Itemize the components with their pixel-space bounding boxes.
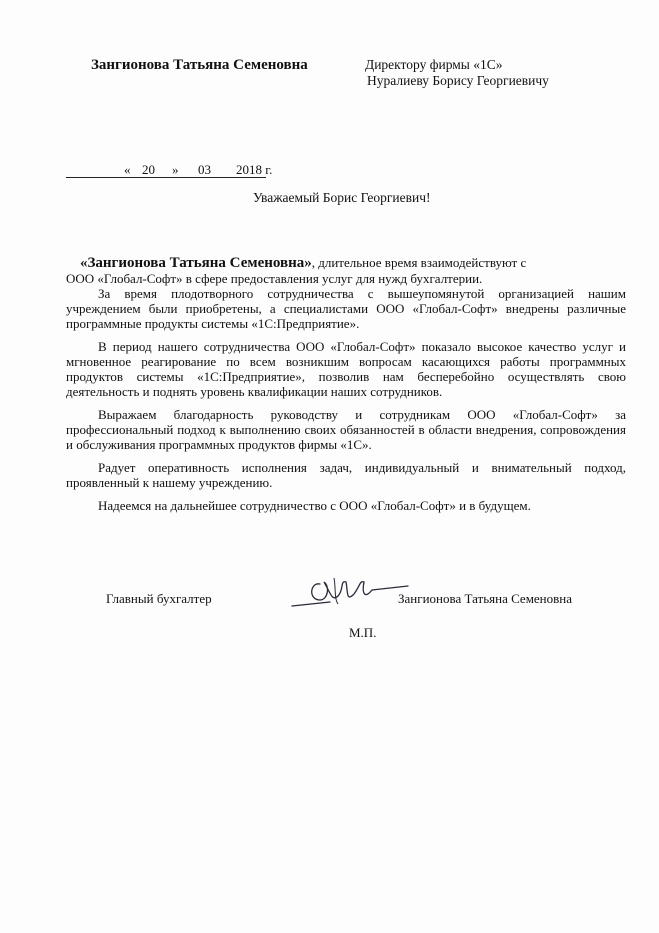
paragraph-1-line2: ООО «Глобал-Софт» в сфере предоставления услуг для нужд бухгалтерии. — [66, 271, 483, 286]
paragraph-5: Радует оперативность исполнения задач, индивидуальный и внимательный подход, проявленный к нашему учреждению. — [66, 460, 626, 490]
date-month: 03 — [198, 162, 211, 177]
paragraph-1-rest: , длительное время взаимодействуют с — [311, 255, 527, 270]
paragraph-2: За время плодотворного сотрудничества с вышеупомянутой организацией нашим учреждением были приобретены, а специалистами ООО «Глобал-Софт» внедрены различные программные продукты системы «1С:Предприятие». — [66, 286, 626, 331]
sender-name: Зангионова Татьяна Семеновна — [91, 57, 308, 73]
letter-body — [66, 255, 626, 521]
salutation: Уважаемый Борис Георгиевич! — [253, 190, 431, 205]
paragraph-1 — [66, 255, 626, 271]
recipient-title: Директору фирмы «1С» — [365, 57, 503, 72]
signer-role: Главный бухгалтер — [106, 591, 212, 606]
date-year: 2018 г. — [236, 162, 273, 177]
seal-mark: М.П. — [349, 625, 377, 640]
date-close-quote: » — [172, 162, 179, 177]
org-name-bold: «Зангионова Татьяна Семеновна» — [80, 255, 312, 271]
signer-name: Зангионова Татьяна Семеновна — [398, 591, 573, 606]
date-underline — [66, 177, 266, 178]
recipient-block — [365, 57, 549, 89]
paragraph-3: В период нашего сотрудничества ООО «Глобал-Софт» показало высокое качество услуг и мгновенное реагирование по всем возникшим вопросам касающихся работы программных продуктов системы «1С:Предприятие», позволив нам бесперебойно осуществлять свою деятельность и поднять уровень квалификации наших сотрудников. — [66, 339, 626, 399]
paragraph-6: Надеемся на дальнейшее сотрудничество с ООО «Глобал-Софт» и в будущем. — [98, 498, 531, 513]
recipient-name: Нуралиеву Борису Георгиевичу — [367, 73, 549, 88]
date-day: 20 — [142, 162, 155, 177]
paragraph-4: Выражаем благодарность руководству и сотрудникам ООО «Глобал-Софт» за профессиональный подход к выполнению своих обязанностей в области внедрения, сопровождения и обслуживания программных продуктов фирмы «1С». — [66, 407, 626, 452]
date-open-quote: « — [124, 162, 131, 177]
handwritten-signature — [290, 572, 410, 612]
